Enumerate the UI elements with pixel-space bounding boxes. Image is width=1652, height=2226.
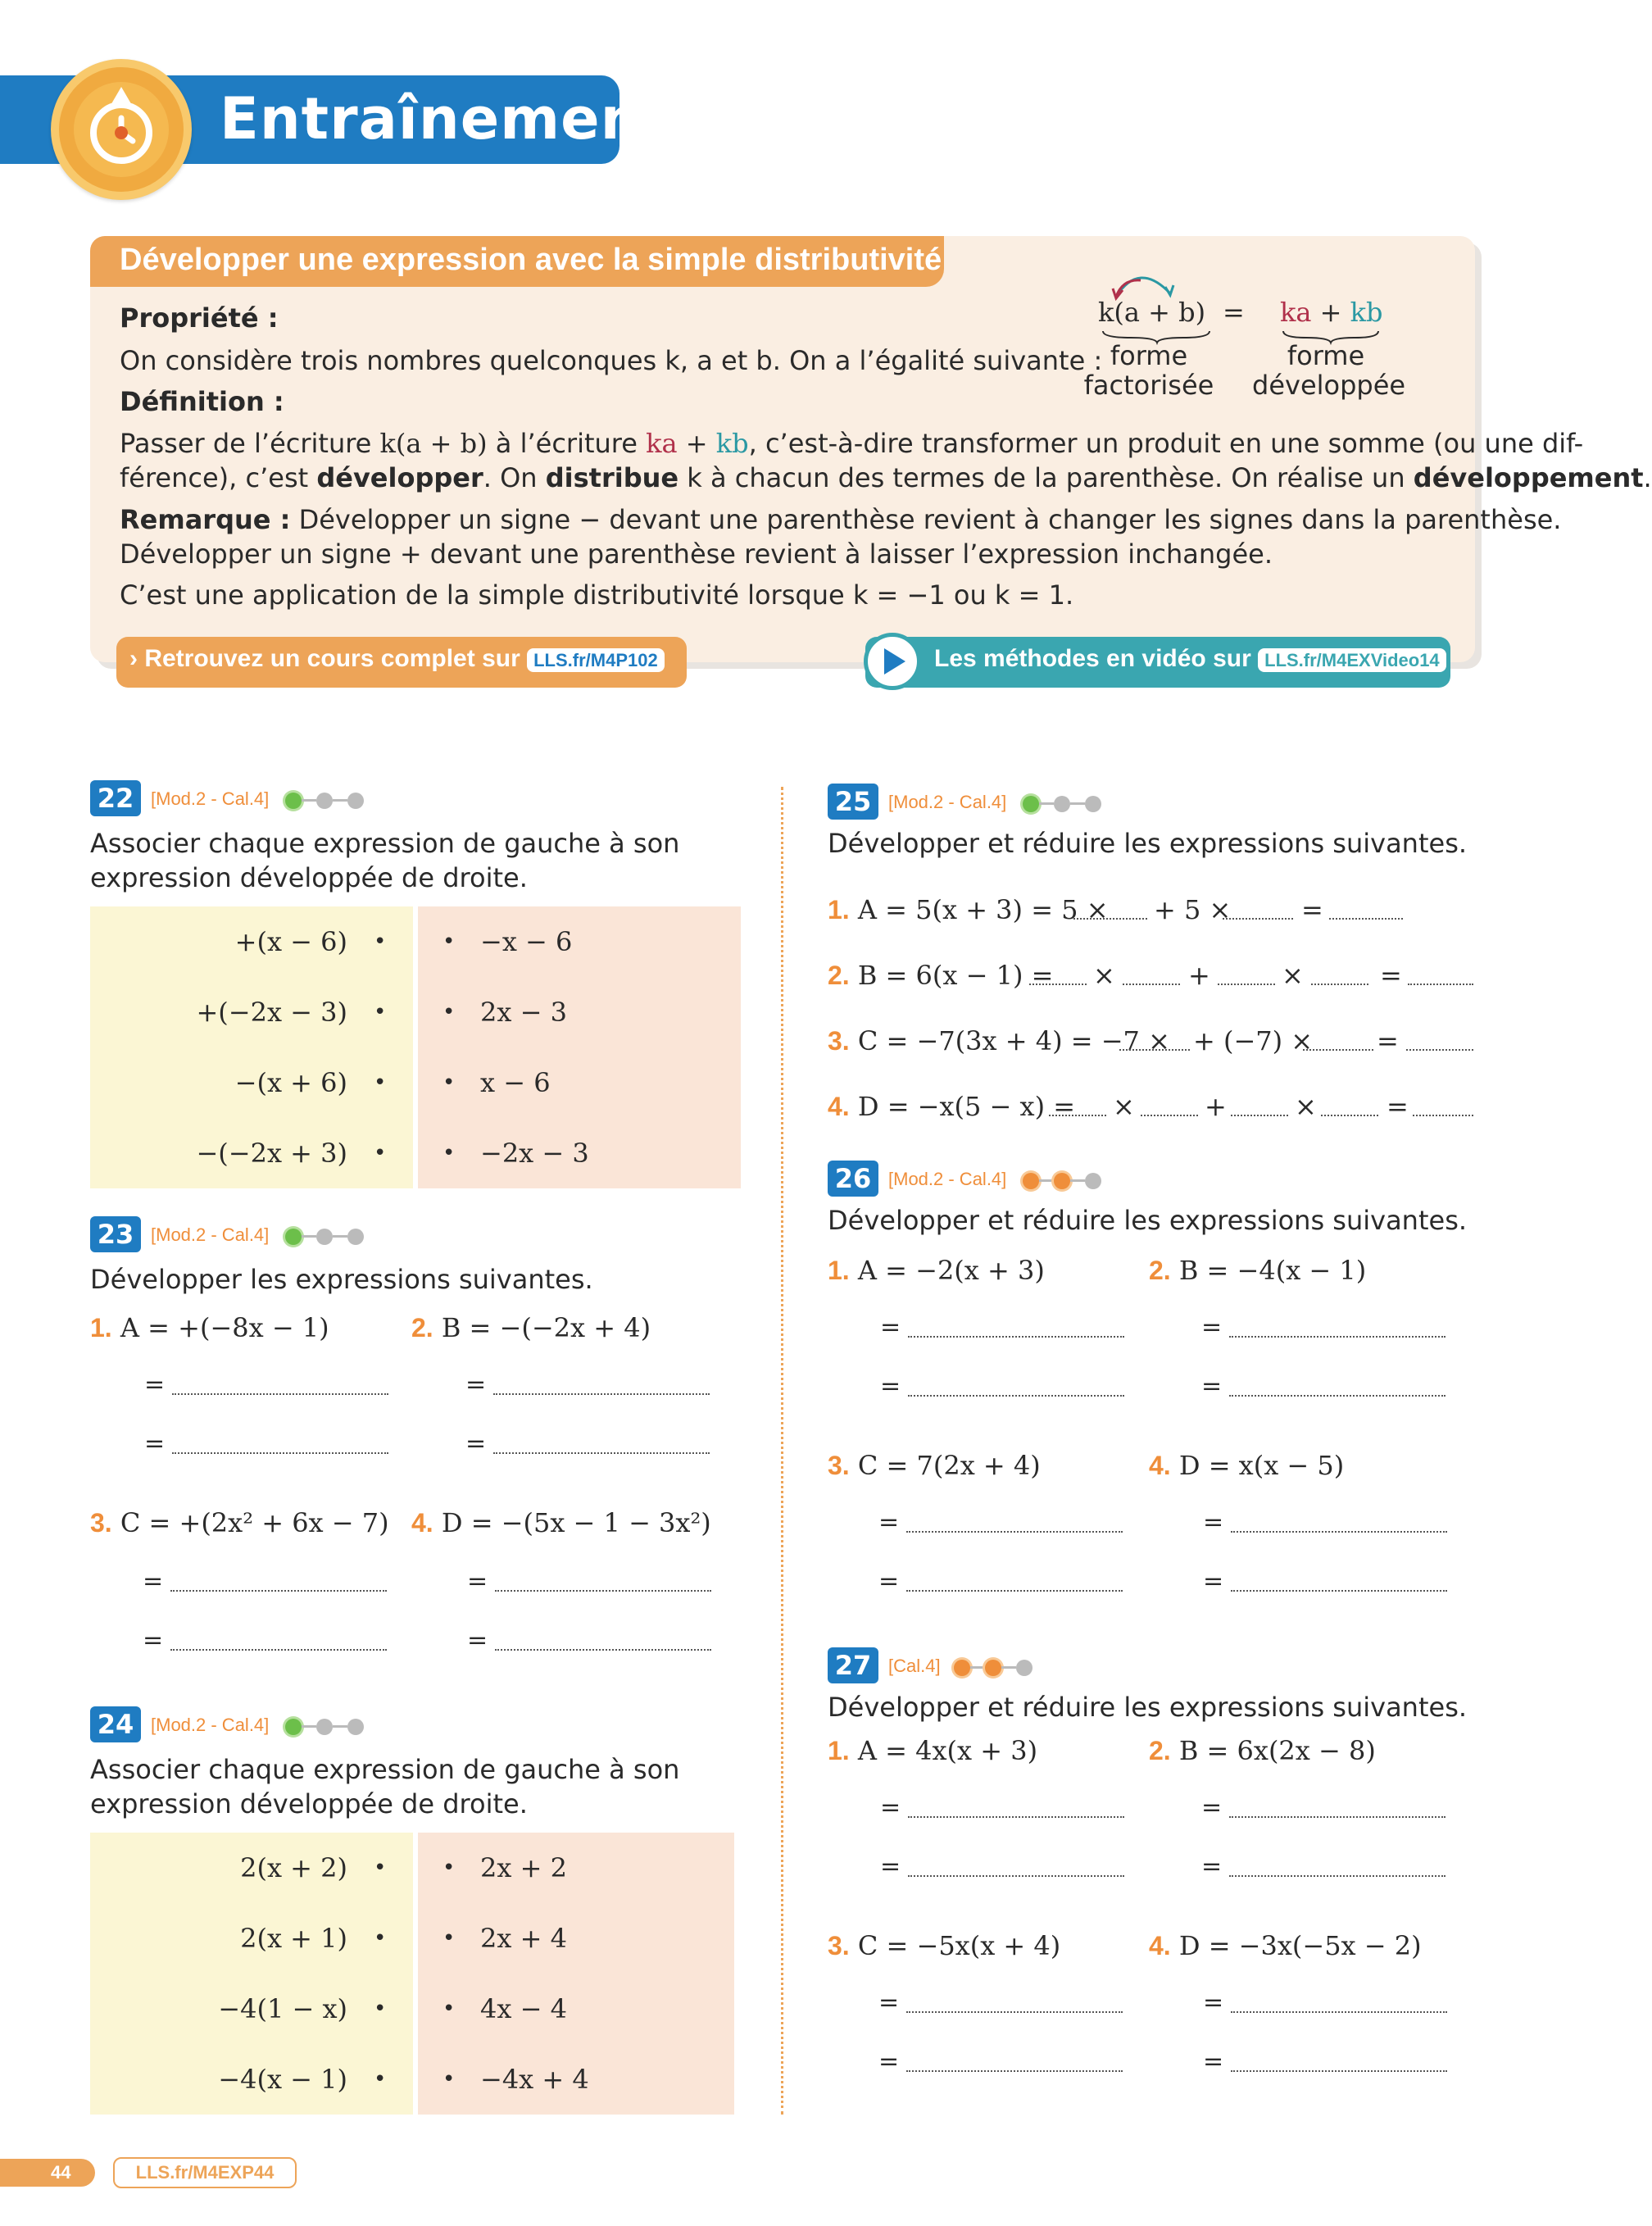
question-part: =	[1301, 894, 1323, 925]
question-expr: D = −3x(−5x − 2)	[1178, 1930, 1422, 1961]
remarque-line1	[120, 503, 1561, 536]
dot-link	[1001, 1666, 1016, 1669]
question-expr: B = −(−2x + 4)	[441, 1312, 651, 1343]
question	[411, 1506, 711, 1539]
question-expr: B = 6(x − 1) =	[857, 960, 1054, 991]
page-title: Entraînement	[220, 85, 670, 152]
equals-sign: =	[143, 1626, 164, 1655]
match-left-item[interactable]: −4(x − 1)	[218, 2064, 347, 2095]
question-number: 4.	[1149, 1451, 1171, 1480]
label-factorised: forme factorisée	[1083, 340, 1214, 401]
question-number: 3.	[828, 1451, 850, 1480]
question	[1149, 1254, 1366, 1287]
answer-line[interactable]	[170, 1590, 387, 1592]
question-part: + (−7) ×	[1193, 1025, 1314, 1056]
difficulty-dot	[954, 1660, 970, 1676]
answer-blank[interactable]	[1303, 1049, 1373, 1051]
question	[828, 1024, 1170, 1057]
answer-line[interactable]	[1229, 1875, 1446, 1877]
answer-blank[interactable]	[1223, 918, 1293, 920]
equals-sign: =	[465, 1370, 487, 1399]
question-number: 3.	[90, 1508, 112, 1538]
match-left-item[interactable]: 2(x + 2)	[240, 1852, 347, 1883]
video-link-text: Les méthodes en vidéo sur	[934, 645, 1251, 672]
definition-label: Définition :	[120, 386, 284, 417]
match-dot[interactable]: •	[374, 1926, 387, 1951]
def-text: k à chacun des termes de la parenthèse. On réalise un	[678, 462, 1414, 493]
definition-line2	[120, 461, 1652, 494]
question-part: ×	[1282, 960, 1304, 991]
answer-line[interactable]	[172, 1452, 388, 1454]
question	[828, 1449, 1041, 1482]
difficulty-dots-icon	[285, 792, 364, 808]
question-number: 2.	[1149, 1736, 1171, 1765]
dot-link	[302, 1725, 316, 1728]
difficulty-dot	[985, 1660, 1001, 1676]
question-part: =	[1386, 1091, 1409, 1122]
question-part: =	[1380, 960, 1402, 991]
difficulty-dots-icon	[1023, 795, 1101, 811]
remarque-line3: C’est une application de la simple distributivité lorsque k = −1 ou k = 1.	[120, 579, 1074, 611]
question-expr: C = −7(3x + 4) = −7 ×	[857, 1025, 1170, 1056]
question	[1149, 1734, 1376, 1767]
difficulty-dots-icon	[285, 1718, 364, 1734]
difficulty-dot	[1016, 1660, 1032, 1676]
equals-sign: =	[1203, 1567, 1224, 1596]
question-expr: D = x(x − 5)	[1178, 1450, 1345, 1481]
answer-line[interactable]	[1231, 1590, 1447, 1592]
difficulty-dot	[316, 1229, 333, 1245]
difficulty-dot	[1023, 796, 1039, 812]
question-number: 1.	[828, 1736, 850, 1765]
answer-blank[interactable]	[1123, 984, 1180, 985]
difficulty-dot	[347, 1719, 364, 1735]
propriete-label: Propriété :	[120, 302, 279, 334]
match-left-item[interactable]: 2(x + 1)	[240, 1923, 347, 1954]
def-bold: développer	[316, 462, 483, 493]
question-expr: C = −5x(x + 4)	[857, 1930, 1061, 1961]
question-part: ×	[1113, 1091, 1135, 1122]
def-text: férence), c’est	[120, 462, 317, 493]
match-right-item[interactable]: −4x + 4	[480, 2064, 589, 2095]
exercise-number: 25	[828, 784, 878, 820]
footer-link[interactable]: LLS.fr/M4EXP44	[113, 2157, 297, 2188]
remarque-text: Développer un signe − devant une parenthèse revient à changer les signes dans la parenthèse.	[290, 504, 1562, 535]
match-dot[interactable]: •	[442, 1000, 456, 1024]
question	[1149, 1449, 1344, 1482]
label-developed: forme développée	[1252, 340, 1406, 401]
question-expr: A = +(−8x − 1)	[120, 1312, 329, 1343]
def-text: . On	[483, 462, 546, 493]
match-dot[interactable]: •	[374, 1856, 387, 1880]
question-expr: B = −4(x − 1)	[1178, 1255, 1367, 1286]
question-number: 3.	[828, 1931, 850, 1960]
def-bold: développement	[1413, 462, 1644, 493]
column-separator	[781, 787, 783, 2115]
def-text: Passer de l’écriture	[120, 428, 380, 459]
exercise-number: 27	[828, 1647, 878, 1683]
difficulty-dot	[316, 793, 333, 809]
difficulty-dot	[1023, 1173, 1039, 1189]
question-number: 2.	[828, 961, 850, 990]
match-right-item[interactable]: 2x + 2	[480, 1852, 567, 1883]
match-right-item[interactable]: 2x − 3	[480, 997, 567, 1028]
answer-line[interactable]	[1231, 2070, 1447, 2072]
question	[1149, 1929, 1422, 1962]
equals-sign: =	[144, 1370, 166, 1399]
formula-factorised: k(a + b)	[1098, 297, 1206, 328]
match-dot[interactable]: •	[442, 1926, 456, 1951]
answer-blank[interactable]	[1413, 1115, 1473, 1116]
equals-sign: =	[878, 1567, 900, 1596]
remarque-line2: Développer un signe + devant une parenthèse revient à laisser l’expression inchangée.	[120, 538, 1273, 570]
def-text: .	[1643, 462, 1652, 493]
footer-page-bar	[0, 2159, 95, 2187]
equals-sign: =	[880, 1852, 901, 1881]
answer-blank[interactable]	[1321, 1115, 1378, 1116]
answer-line[interactable]	[493, 1393, 710, 1395]
equals-sign: =	[880, 1793, 901, 1822]
exercise-instruction: Associer chaque expression de gauche à son	[90, 1754, 680, 1785]
answer-blank[interactable]	[1406, 1049, 1473, 1051]
difficulty-dot	[1085, 1173, 1101, 1189]
video-link-label[interactable]	[934, 645, 1446, 673]
answer-line[interactable]	[908, 1395, 1124, 1397]
match-left-item[interactable]: +(−2x − 3)	[196, 997, 347, 1028]
difficulty-dot	[1054, 796, 1070, 812]
match-right-item[interactable]: x − 6	[480, 1067, 551, 1098]
question-number: 4.	[411, 1508, 433, 1538]
propriete-text: On considère trois nombres quelconques k, a et b. On a l’égalité suivante :	[120, 345, 1103, 376]
dot-link	[1070, 802, 1085, 805]
exercise-ref: [Cal.4]	[888, 1656, 941, 1676]
question	[90, 1311, 329, 1344]
formula-kb: kb	[1350, 297, 1383, 328]
question-expr: A = 4x(x + 3)	[857, 1735, 1038, 1766]
exercise-number: 24	[90, 1706, 141, 1742]
question-number: 2.	[411, 1313, 433, 1342]
dot-link	[1039, 1179, 1054, 1182]
dot-link	[333, 799, 347, 802]
match-left-item[interactable]: −(x + 6)	[234, 1067, 347, 1098]
equals-sign: =	[1203, 2047, 1224, 2076]
lesson-title: Développer une expression avec la simple distributivité	[120, 243, 942, 277]
dot-link	[302, 1235, 316, 1238]
match-dot[interactable]: •	[442, 2067, 456, 2092]
answer-blank[interactable]	[1029, 984, 1087, 985]
question-part: =	[1377, 1025, 1399, 1056]
match-dot[interactable]: •	[374, 2067, 387, 2092]
answer-line[interactable]	[1229, 1336, 1446, 1338]
equals-sign: =	[467, 1567, 488, 1596]
difficulty-dots-icon	[1023, 1172, 1101, 1188]
answer-line[interactable]	[908, 1336, 1124, 1338]
def-plus: +	[677, 428, 716, 459]
match-dot[interactable]: •	[442, 929, 456, 954]
course-link-label[interactable]	[129, 645, 665, 673]
dot-link	[333, 1725, 347, 1728]
answer-line[interactable]	[1231, 1531, 1447, 1533]
exercise-ref: [Mod.2 - Cal.4]	[151, 1224, 270, 1245]
dot-link	[1039, 802, 1054, 805]
page-number: 44	[51, 2162, 71, 2183]
question-number: 4.	[1149, 1931, 1171, 1960]
exercise-instruction: expression développée de droite.	[90, 862, 528, 893]
question-number: 3.	[828, 1026, 850, 1056]
match-dot[interactable]: •	[442, 1141, 456, 1165]
match-dot[interactable]: •	[374, 1070, 387, 1095]
equals-sign: =	[465, 1429, 487, 1458]
dot-link	[1070, 1179, 1085, 1182]
def-expr: k(a + b)	[379, 428, 488, 459]
answer-blank[interactable]	[1073, 918, 1147, 920]
remarque-label: Remarque :	[120, 504, 291, 535]
equals-sign: =	[878, 1508, 900, 1537]
question-part: +	[1188, 960, 1210, 991]
answer-blank[interactable]	[1141, 1115, 1198, 1116]
def-kb: kb	[715, 428, 749, 459]
def-text: , c’est-à-dire transformer un produit en une somme (ou une dif-	[748, 428, 1584, 459]
answer-line[interactable]	[906, 2011, 1123, 2013]
equals-sign: =	[467, 1626, 488, 1655]
question	[90, 1506, 389, 1539]
video-link-url[interactable]: LLS.fr/M4EXVideo14	[1258, 648, 1446, 672]
answer-line[interactable]	[1229, 1395, 1446, 1397]
answer-line[interactable]	[493, 1452, 710, 1454]
question-part: + 5 ×	[1154, 894, 1232, 925]
exercise-number: 23	[90, 1216, 141, 1252]
difficulty-dots-icon	[954, 1659, 1032, 1675]
match-right-item[interactable]: −x − 6	[480, 926, 573, 957]
exercise-instruction: Associer chaque expression de gauche à son	[90, 828, 680, 859]
course-link-url[interactable]: LLS.fr/M4P102	[527, 648, 665, 672]
equals-sign: =	[143, 1567, 164, 1596]
equals-sign: =	[1201, 1313, 1223, 1342]
match-dot[interactable]: •	[374, 1997, 387, 2021]
answer-blank[interactable]	[1329, 918, 1403, 920]
question-expr: A = −2(x + 3)	[857, 1255, 1045, 1286]
exercise-number: 26	[828, 1161, 878, 1197]
question-expr: C = 7(2x + 4)	[857, 1450, 1041, 1481]
answer-blank[interactable]	[1049, 1115, 1106, 1116]
formula-ka: ka	[1280, 297, 1312, 328]
equals-sign: =	[878, 2047, 900, 2076]
answer-blank[interactable]	[1231, 1115, 1288, 1116]
question	[828, 1090, 1075, 1123]
question	[828, 1734, 1037, 1767]
question-part: ×	[1093, 960, 1115, 991]
difficulty-dot	[1054, 1173, 1070, 1189]
course-link-text: › Retrouvez un cours complet sur	[129, 645, 520, 672]
dot-link	[970, 1666, 985, 1669]
match-left-item[interactable]: −(−2x + 3)	[196, 1138, 347, 1169]
dot-link	[302, 799, 316, 802]
match-right-item[interactable]: −2x − 3	[480, 1138, 589, 1169]
difficulty-dot	[285, 793, 302, 809]
answer-blank[interactable]	[1408, 984, 1473, 985]
equals-sign: =	[1203, 1508, 1224, 1537]
answer-line[interactable]	[495, 1590, 711, 1592]
exercise-number: 22	[90, 780, 141, 816]
question-number: 2.	[1149, 1256, 1171, 1285]
answer-line[interactable]	[908, 1875, 1124, 1877]
match-dot[interactable]: •	[442, 1997, 456, 2021]
equals-sign: =	[1201, 1852, 1223, 1881]
question-expr: A = 5(x + 3) = 5 ×	[857, 894, 1109, 925]
question-expr: B = 6x(2x − 8)	[1178, 1735, 1376, 1766]
exercise-instruction: Développer et réduire les expressions suivantes.	[828, 1692, 1468, 1723]
play-icon[interactable]	[864, 633, 921, 690]
difficulty-dot	[285, 1229, 302, 1245]
match-dot[interactable]: •	[374, 1141, 387, 1165]
question-number: 1.	[828, 1256, 850, 1285]
formula-equals: =	[1223, 297, 1245, 328]
answer-line[interactable]	[172, 1393, 388, 1395]
question	[828, 959, 1053, 992]
exercise-instruction: Développer et réduire les expressions suivantes.	[828, 828, 1468, 859]
answer-line[interactable]	[1231, 2011, 1447, 2013]
match-right-item[interactable]: 4x − 4	[480, 1993, 567, 2024]
match-dot[interactable]: •	[374, 1000, 387, 1024]
exercise-instruction: expression développée de droite.	[90, 1788, 528, 1819]
equals-sign: =	[880, 1313, 901, 1342]
exercise-ref: [Mod.2 - Cal.4]	[151, 788, 270, 809]
equals-sign: =	[878, 1988, 900, 2017]
def-text: à l’écriture	[487, 428, 647, 459]
difficulty-dot	[347, 793, 364, 809]
answer-line[interactable]	[906, 1590, 1123, 1592]
def-bold: distribue	[545, 462, 679, 493]
difficulty-dots-icon	[285, 1228, 364, 1244]
formula-plus: +	[1311, 297, 1350, 328]
equals-sign: =	[1201, 1372, 1223, 1401]
answer-line[interactable]	[906, 2070, 1123, 2072]
question-expr: C = +(2x² + 6x − 7)	[120, 1507, 389, 1538]
match-dot[interactable]: •	[442, 1856, 456, 1880]
match-right-item[interactable]: 2x + 4	[480, 1923, 567, 1954]
difficulty-dot	[347, 1229, 364, 1245]
answer-blank[interactable]	[1311, 984, 1368, 985]
answer-blank[interactable]	[1218, 984, 1275, 985]
answer-line[interactable]	[495, 1649, 711, 1651]
question-number: 4.	[828, 1092, 850, 1121]
question-part: ×	[1295, 1091, 1317, 1122]
question-part: +	[1205, 1091, 1227, 1122]
match-dot[interactable]: •	[374, 929, 387, 954]
question-number: 1.	[828, 895, 850, 924]
exercise-ref: [Mod.2 - Cal.4]	[888, 792, 1007, 812]
answer-blank[interactable]	[1119, 1049, 1190, 1051]
answer-line[interactable]	[170, 1649, 387, 1651]
question	[828, 1929, 1060, 1962]
training-badge-icon	[51, 59, 192, 200]
exercise-ref: [Mod.2 - Cal.4]	[151, 1715, 270, 1735]
answer-line[interactable]	[906, 1531, 1123, 1533]
formula-developed	[1280, 297, 1383, 328]
difficulty-dot	[1085, 796, 1101, 812]
definition-line1	[120, 427, 1583, 460]
exercise-instruction: Développer les expressions suivantes.	[90, 1264, 593, 1295]
question-number: 1.	[90, 1313, 112, 1342]
match-left-item[interactable]: +(x − 6)	[234, 926, 347, 957]
answer-line[interactable]	[1229, 1816, 1446, 1818]
match-left-item[interactable]: −4(1 − x)	[218, 1993, 347, 2024]
equals-sign: =	[880, 1372, 901, 1401]
equals-sign: =	[1201, 1793, 1223, 1822]
dot-link	[333, 1235, 347, 1238]
question	[828, 893, 1109, 926]
equals-sign: =	[1203, 1988, 1224, 2017]
difficulty-dot	[316, 1719, 333, 1735]
exercise-ref: [Mod.2 - Cal.4]	[888, 1169, 1007, 1189]
question-expr: D = −(5x − 1 − 3x²)	[441, 1507, 711, 1538]
def-ka: ka	[646, 428, 678, 459]
question-expr: D = −x(5 − x) =	[857, 1091, 1076, 1122]
equals-sign: =	[144, 1429, 166, 1458]
question	[411, 1311, 651, 1344]
match-dot[interactable]: •	[442, 1070, 456, 1095]
difficulty-dot	[285, 1719, 302, 1735]
question	[828, 1254, 1045, 1287]
answer-line[interactable]	[908, 1816, 1124, 1818]
exercise-instruction: Développer et réduire les expressions suivantes.	[828, 1205, 1468, 1236]
